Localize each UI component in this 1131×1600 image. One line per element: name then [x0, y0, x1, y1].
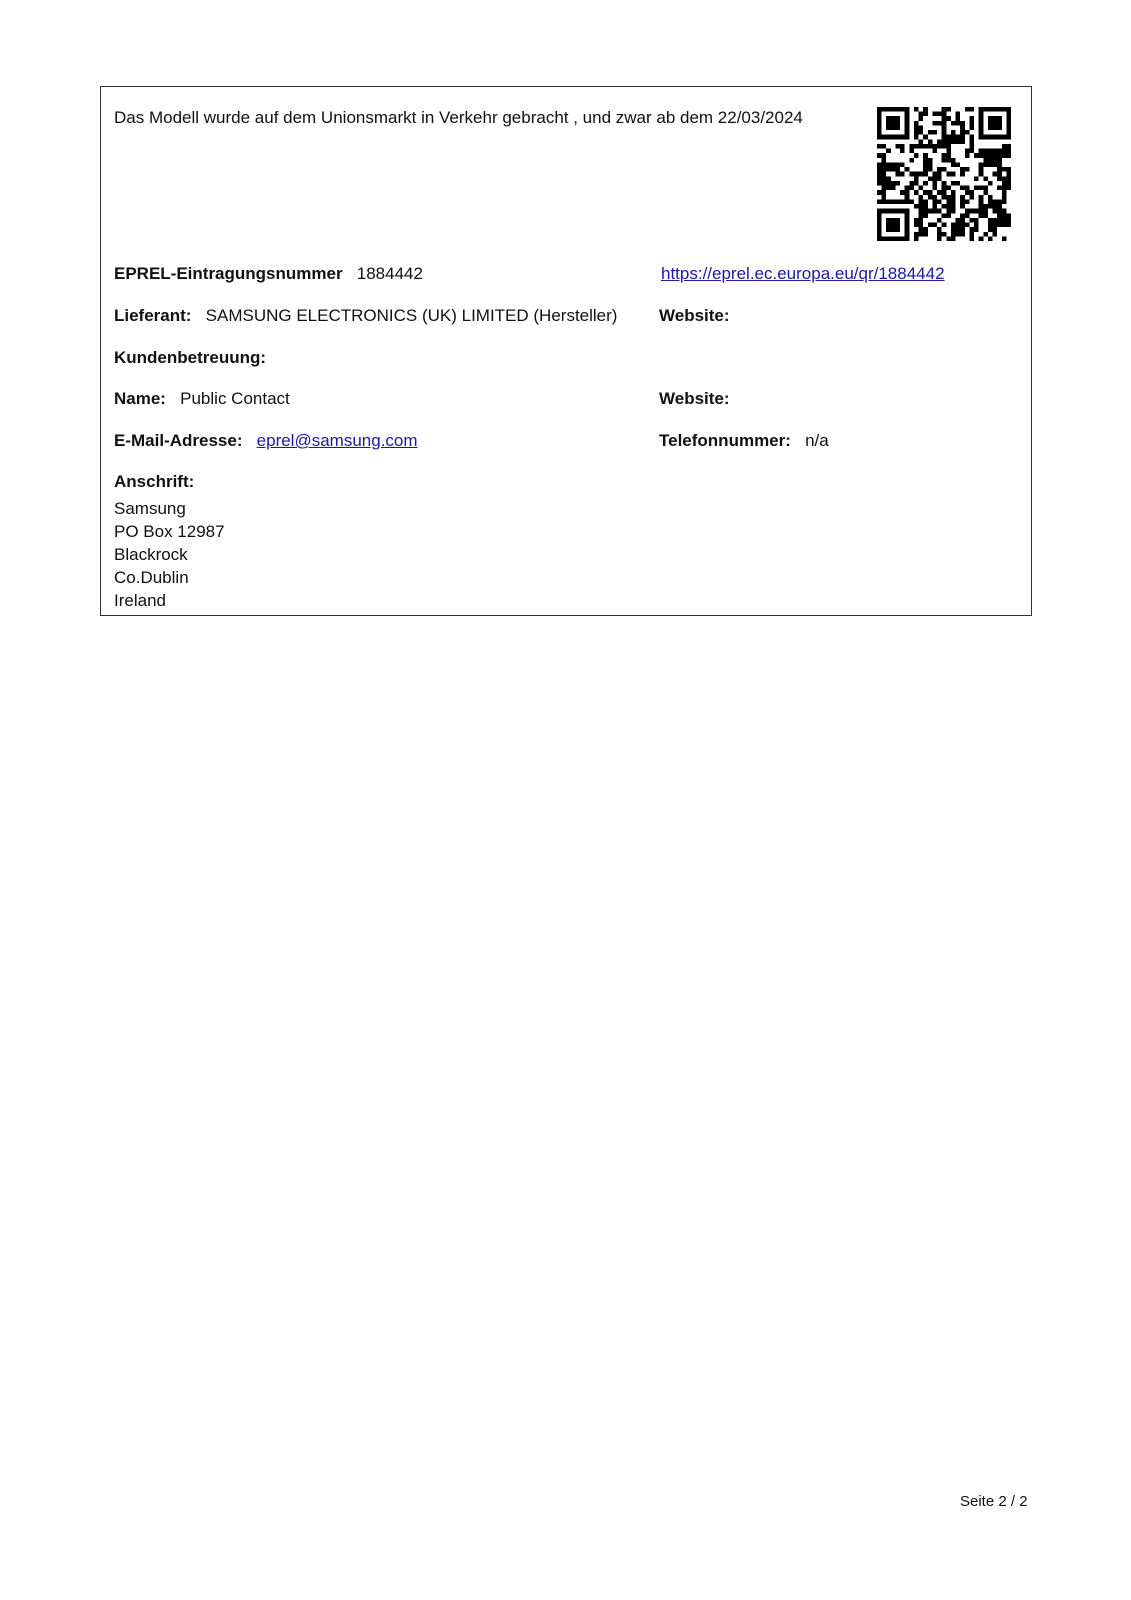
market-date-text: Das Modell wurde auf dem Unionsmarkt in Verkehr gebracht , und zwar ab dem 22/03/2024	[114, 108, 803, 127]
supplier-label: Lieferant:	[114, 306, 192, 325]
supplier-row	[114, 306, 617, 326]
contact-name-label: Name:	[114, 389, 166, 408]
email-link[interactable]: eprel@samsung.com	[256, 431, 418, 450]
eprel-number: 1884442	[356, 264, 423, 283]
contact-name-value: Public Contact	[180, 389, 290, 408]
address-line: Co.Dublin	[114, 568, 189, 587]
supplier-name: SAMSUNG ELECTRONICS (UK) LIMITED (Hersteller)	[205, 306, 618, 325]
phone-value: n/a	[805, 431, 829, 450]
phone-label: Telefonnummer:	[659, 431, 791, 450]
contact-name-row	[114, 389, 290, 409]
eprel-link[interactable]: https://eprel.ec.europa.eu/qr/1884442	[661, 264, 945, 283]
supplier-website-label: Website:	[659, 306, 730, 325]
address-line: Ireland	[114, 591, 166, 610]
address-block	[114, 497, 225, 612]
eprel-label: EPREL-Eintragungsnummer	[114, 264, 343, 283]
email-row	[114, 431, 418, 451]
page-number: Seite 2 / 2	[960, 1493, 1028, 1510]
address-label: Anschrift:	[114, 472, 195, 491]
eprel-row	[114, 264, 423, 284]
qr-code-icon[interactable]	[877, 107, 1011, 241]
email-label: E-Mail-Adresse:	[114, 431, 243, 450]
customer-service-heading: Kundenbetreuung:	[114, 348, 267, 367]
address-line: Blackrock	[114, 545, 188, 564]
product-info-box	[100, 86, 1032, 616]
address-line: Samsung	[114, 499, 186, 518]
contact-website-label: Website:	[659, 389, 730, 408]
address-line: PO Box 12987	[114, 522, 225, 541]
phone-row	[659, 431, 829, 451]
